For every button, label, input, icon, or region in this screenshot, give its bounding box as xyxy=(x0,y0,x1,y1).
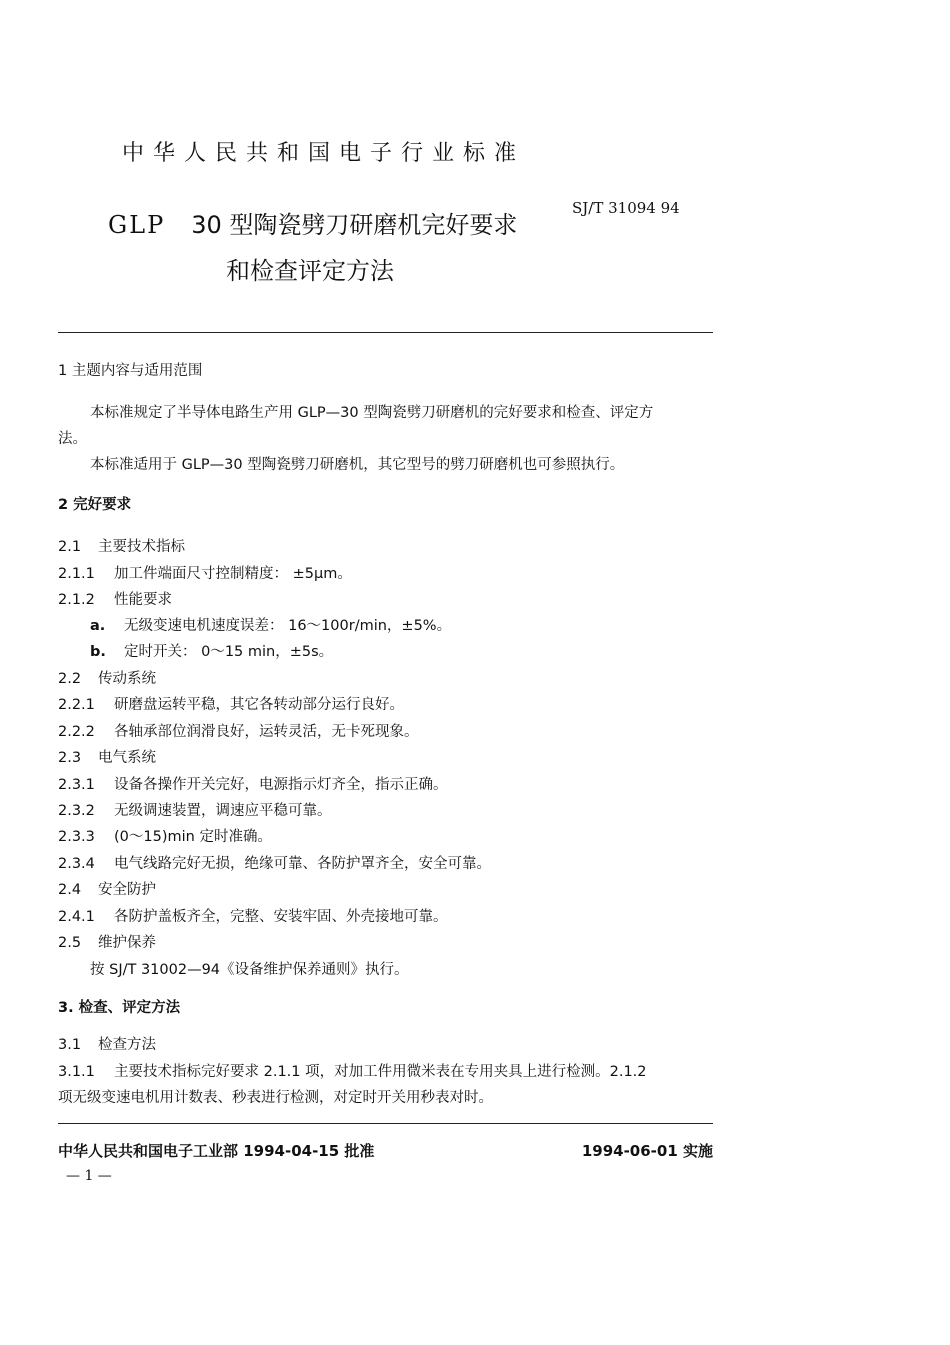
clause-2-3-2 xyxy=(58,799,332,820)
clause-text: 设备各操作开关完好，电源指示灯齐全，指示正确。 xyxy=(114,777,448,793)
page-number: — 1 — xyxy=(66,1168,112,1184)
clause-2-1 xyxy=(58,535,185,556)
clause-number: 2.2 xyxy=(58,671,82,687)
clause-number: 2.4 xyxy=(58,882,82,898)
section-1-paragraph-1-cont: 法。 xyxy=(58,431,87,447)
clause-number: 2.2.2 xyxy=(58,724,95,740)
clause-number: 2.1 xyxy=(58,539,82,555)
clause-number: 2.3 xyxy=(58,750,82,766)
section-1-paragraph-1: 本标准规定了半导体电路生产用 GLP—30 型陶瓷劈刀研磨机的完好要求和检查、评定方 xyxy=(90,405,654,421)
effective-date: 1994-06-01 实施 xyxy=(581,1142,713,1160)
clause-text: 研磨盘运转平稳，其它各转动部分运行良好。 xyxy=(114,697,404,713)
clause-2-4 xyxy=(58,878,156,899)
clause-2-1-2 xyxy=(58,588,172,609)
clause-2-3 xyxy=(58,746,156,767)
clause-text: 检查方法 xyxy=(98,1037,156,1053)
item-text: 定时开关： 0～15 min，±5s。 xyxy=(124,644,334,660)
clause-2-1-1 xyxy=(58,562,352,583)
clause-number: 2.5 xyxy=(58,935,82,951)
clause-text: 电气线路完好无损，绝缘可靠、各防护罩齐全，安全可靠。 xyxy=(114,856,491,872)
title-text-line1: 30 型陶瓷劈刀研磨机完好要求 xyxy=(191,211,518,239)
item-label: a. xyxy=(90,618,106,634)
document-title-line2: 和检查评定方法 xyxy=(226,257,394,285)
clause-2-3-3 xyxy=(58,825,272,846)
approval-statement: 中华人民共和国电子工业部 1994-04-15 批准 xyxy=(58,1142,375,1160)
standard-number: SJ/T 31094 94 xyxy=(572,199,680,217)
clause-2-4-1 xyxy=(58,905,448,926)
clause-text: 维护保养 xyxy=(98,935,156,951)
clause-text: 主要技术指标 xyxy=(98,539,185,555)
clause-text: 各防护盖板齐全，完整、安装牢固、外壳接地可靠。 xyxy=(114,909,448,925)
document-title-line1 xyxy=(108,205,517,240)
clause-text: 无级调速装置，调速应平稳可靠。 xyxy=(114,803,332,819)
clause-2-3-1 xyxy=(58,773,448,794)
clause-number: 2.1.2 xyxy=(58,592,95,608)
clause-text: 各轴承部位润滑良好，运转灵活，无卡死现象。 xyxy=(114,724,419,740)
clause-number: 2.1.1 xyxy=(58,566,95,582)
title-prefix: GLP xyxy=(108,211,166,239)
clause-number: 3.1.1 xyxy=(58,1064,95,1080)
clause-text: 加工件端面尺寸控制精度： ±5μm。 xyxy=(114,566,352,582)
clause-number: 2.3.2 xyxy=(58,803,95,819)
clause-text: 传动系统 xyxy=(98,671,156,687)
clause-number: 2.3.4 xyxy=(58,856,95,872)
clause-text: 安全防护 xyxy=(98,882,156,898)
item-label: b. xyxy=(90,644,106,660)
clause-text: 主要技术指标完好要求 2.1.1 项，对加工件用微米表在专用夹具上进行检测。2.1.2 xyxy=(114,1064,647,1080)
standard-organization: 中华人民共和国电子行业标准 xyxy=(122,141,526,166)
header-divider xyxy=(58,332,713,333)
clause-2-3-4 xyxy=(58,852,491,873)
clause-3-1-1-cont: 项无级变速电机用计数表、秒表进行检测，对定时开关用秒表对时。 xyxy=(58,1090,493,1106)
clause-2-2 xyxy=(58,667,156,688)
clause-3-1-1 xyxy=(58,1060,647,1081)
clause-number: 2.4.1 xyxy=(58,909,95,925)
clause-2-1-2-a xyxy=(90,614,451,635)
section-1-heading: 1 主题内容与适用范围 xyxy=(58,363,203,379)
footer-divider xyxy=(58,1123,713,1124)
section-1-paragraph-2: 本标准适用于 GLP—30 型陶瓷劈刀研磨机，其它型号的劈刀研磨机也可参照执行。 xyxy=(90,457,625,473)
clause-2-1-2-b xyxy=(90,640,333,661)
clause-2-5 xyxy=(58,931,156,952)
clause-text: 电气系统 xyxy=(98,750,156,766)
clause-number: 3.1 xyxy=(58,1037,82,1053)
clause-2-5-body: 按 SJ/T 31002—94《设备维护保养通则》执行。 xyxy=(90,962,409,978)
clause-2-2-1 xyxy=(58,693,404,714)
clause-3-1 xyxy=(58,1033,156,1054)
clause-number: 2.3.3 xyxy=(58,829,95,845)
section-3-heading: 3. 检查、评定方法 xyxy=(58,1000,181,1016)
clause-text: 性能要求 xyxy=(114,592,172,608)
clause-text: (0～15)min 定时准确。 xyxy=(114,829,272,845)
clause-2-2-2 xyxy=(58,720,419,741)
section-2-heading: 2 完好要求 xyxy=(58,497,132,513)
item-text: 无级变速电机速度误差： 16～100r/min，±5%。 xyxy=(124,618,452,634)
clause-number: 2.3.1 xyxy=(58,777,95,793)
clause-number: 2.2.1 xyxy=(58,697,95,713)
